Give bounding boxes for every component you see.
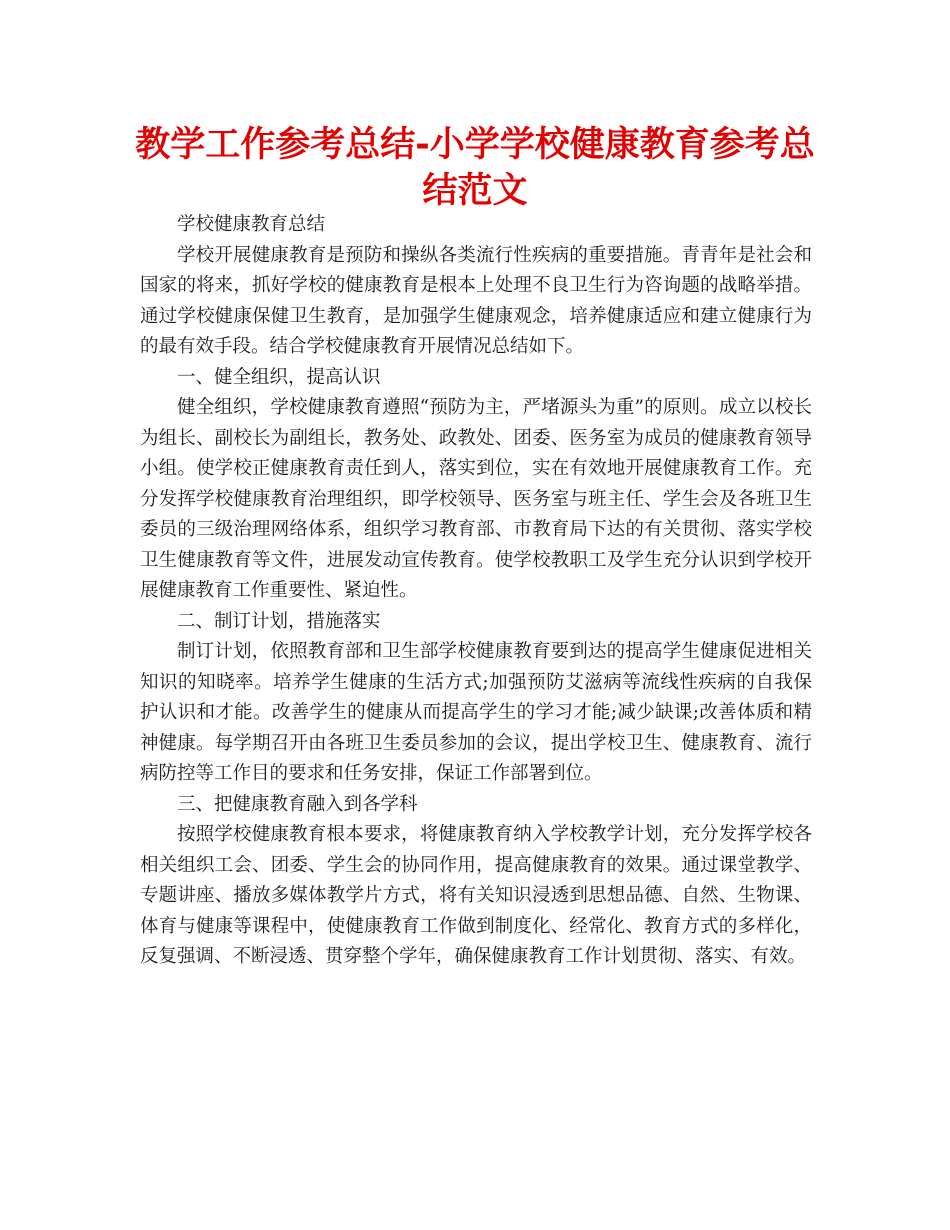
document-title: 教学工作参考总结-小学学校健康教育参考总结范文	[135, 125, 815, 211]
document-body	[140, 210, 812, 973]
section-heading: 学校健康教育总结	[177, 214, 326, 235]
section-heading: 三、把健康教育融入到各学科	[177, 793, 418, 815]
paragraph: 制订计划，依照教育部和卫生部学校健康教育要到达的提高学生健康促进相关知识的知晓率。培养学生健康的生活方式;加强预防艾滋病等流线性疾病的自我保护认识和才能。改善学生的健康从而提高学生的学习才能;减少缺课;改善体质和精神健康。每学期召开由各班卫生委员参加的会议，提出学校卫生、健康教育、流行病防控等工作目的要求和任务安排，保证工作部署到位。	[140, 641, 812, 784]
section-heading: 一、健全组织，提高认识	[177, 366, 381, 388]
section-heading: 二、制订计划，措施落实	[177, 610, 381, 632]
paragraph: 按照学校健康教育根本要求，将健康教育纳入学校教学计划，充分发挥学校各相关组织工会、团委、学生会的协同作用，提高健康教育的效果。通过课堂教学、专题讲座、播放多媒体教学片方式，将有关知识浸透到思想品德、自然、生物课、体育与健康等课程中，使健康教育工作做到制度化、经常化、教育方式的多样化，反复强调、不断浸透、贯穿整个学年，确保健康教育工作计划贯彻、落实、有效。	[140, 824, 812, 967]
paragraph: 健全组织，学校健康教育遵照“预防为主，严堵源头为重”的原则。成立以校长为组长、副校长为副组长，教务处、政教处、团委、医务室为成员的健康教育领导小组。使学校正健康教育责任到人，落实到位，实在有效地开展健康教育工作。充分发挥学校健康教育治理组织，即学校领导、医务室与班主任、学生会及各班卫生委员的三级治理网络体系，组织学习教育部、市教育局下达的有关贯彻、落实学校卫生健康教育等文件，进展发动宣传教育。使学校教职工及学生充分认识到学校开展健康教育工作重要性、紧迫性。	[140, 397, 812, 601]
paragraph: 学校开展健康教育是预防和操纵各类流行性疾病的重要措施。青青年是社会和国家的将来，抓好学校的健康教育是根本上处理不良卫生行为咨询题的战略举措。通过学校健康保健卫生教育，是加强学生健康观念，培养健康适应和建立健康行为的最有效手段。结合学校健康教育开展情况总结如下。	[140, 244, 812, 357]
